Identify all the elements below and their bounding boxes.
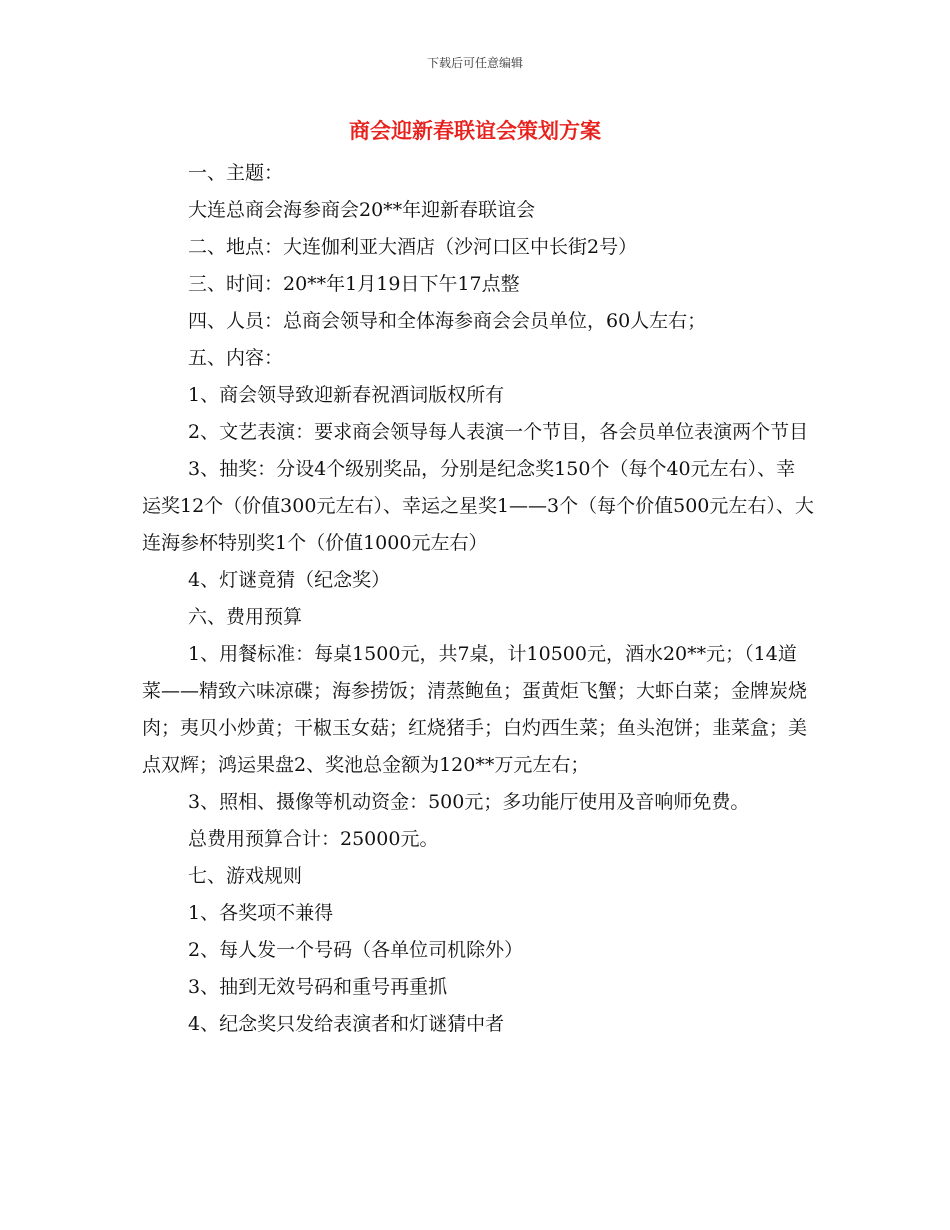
list-item: 1、用餐标准：每桌1500元，共7桌，计10500元，酒水20**元；（14道菜——精致六味凉碟；海参捞饭；清蒸鲍鱼；蛋黄炬飞蟹；大虾白菜；金牌炭烧肉；夷贝小炒黄；干椒玉女菇；红烧猪手；白灼西生菜；鱼头泡饼；韭菜盒；美点双辉；鸿运果盘2、奖池总金额为120**万元左右； — [142, 643, 808, 776]
list-item: 3、照相、摄像等机动资金：500元；多功能厅使用及音响师免费。 — [188, 791, 750, 813]
section-heading-budget: 六、费用预算 — [188, 606, 303, 628]
paragraph-budget-total: 总费用预算合计：25000元。 — [188, 828, 439, 850]
list-item: 2、每人发一个号码（各单位司机除外） — [188, 939, 524, 961]
list-item: 3、抽到无效号码和重号再重抓 — [188, 976, 448, 998]
list-item: 3、抽奖：分设4个级别奖品，分别是纪念奖150个（每个40元左右）、幸运奖12个（价值300元左右）、幸运之星奖1——3个（每个价值500元左右）、大连海参杯特别奖1个（价值1000元左右） — [142, 458, 814, 554]
list-item: 1、各奖项不兼得 — [188, 902, 334, 924]
list-item: 4、灯谜竟猜（纪念奖） — [188, 569, 391, 591]
list-item: 1、商会领导致迎新春祝酒词版权所有 — [188, 384, 505, 406]
section-heading-theme: 一、主题： — [188, 162, 284, 184]
list-item: 2、文艺表演：要求商会领导每人表演一个节目，各会员单位表演两个节目 — [188, 421, 809, 443]
document-body — [142, 155, 814, 1043]
section-heading-rules: 七、游戏规则 — [188, 865, 303, 887]
paragraph-time: 三、时间：20**年1月19日下午17点整 — [188, 273, 520, 295]
section-heading-content: 五、内容： — [188, 347, 284, 369]
header-note: 下载后可任意编辑 — [426, 56, 523, 70]
list-item: 4、纪念奖只发给表演者和灯谜猜中者 — [188, 1013, 505, 1035]
paragraph-attendees: 四、人员：总商会领导和全体海参商会会员单位，60人左右； — [188, 310, 707, 332]
paragraph-location: 二、地点：大连伽利亚大酒店（沙河口区中长街2号） — [188, 236, 638, 258]
document-title: 商会迎新春联谊会策划方案 — [349, 119, 601, 143]
paragraph-theme: 大连总商会海参商会20**年迎新春联谊会 — [188, 199, 536, 221]
